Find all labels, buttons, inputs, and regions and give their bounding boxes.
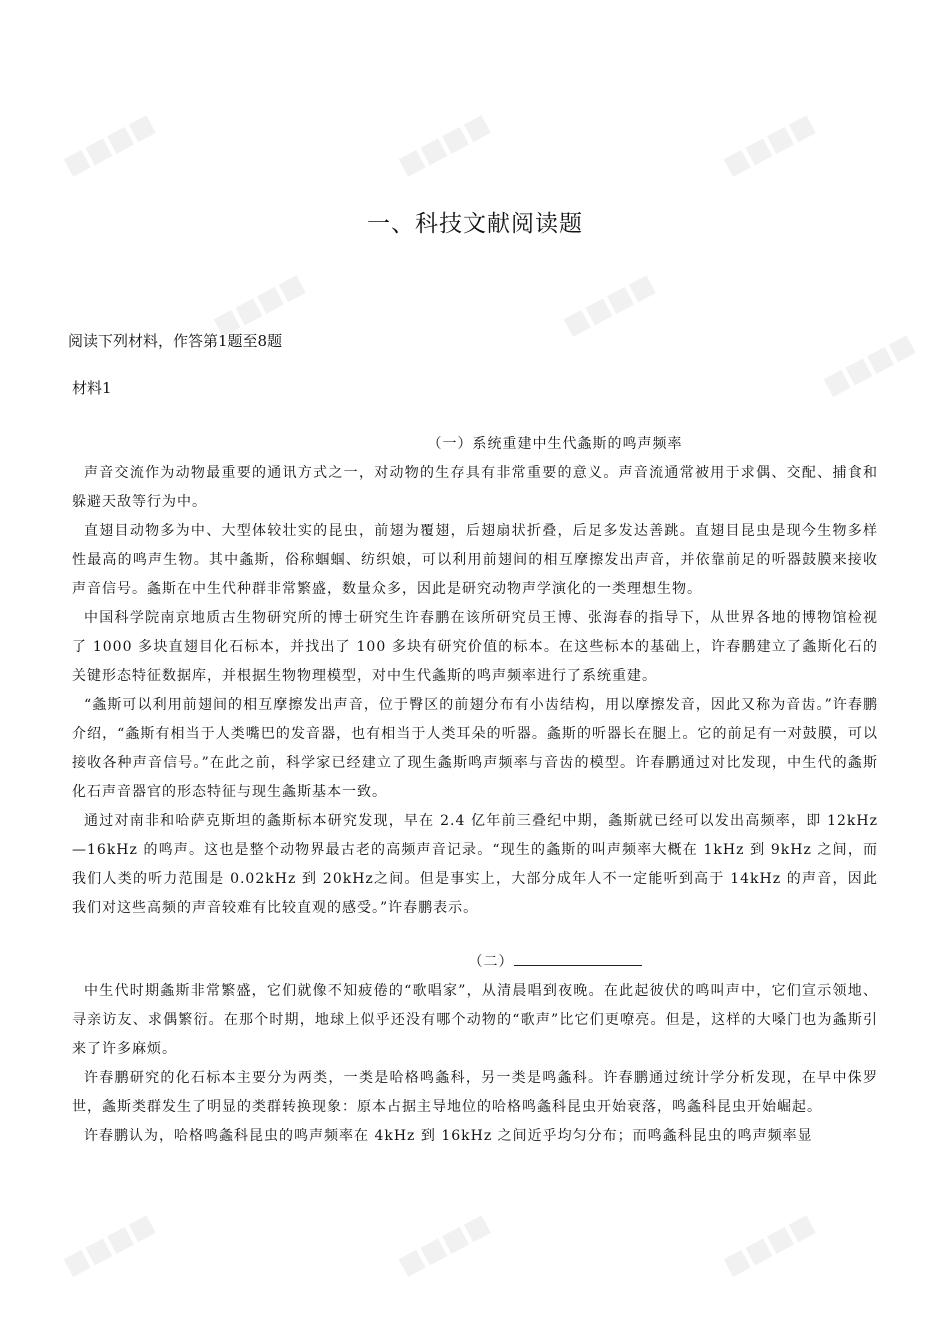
fill-in-blank [514, 949, 642, 966]
watermark: ■■■■ [558, 268, 660, 342]
paragraph: 声音交流作为动物最重要的通讯方式之一，对动物的生存具有非常重要的意义。声音流通常被用于求偶、交配、捕食和躲避天敌等行为中。 [72, 465, 878, 510]
watermark: ■■■■ [58, 1208, 160, 1282]
material-label: 材料1 [72, 379, 112, 397]
section-heading-with-blank [72, 948, 878, 977]
paragraph: 许春鹏认为，哈格鸣螽科昆虫的鸣声频率在 4kHz 到 16kHz 之间近乎均匀分布；而鸣螽科昆虫的鸣声频率显 [84, 1128, 813, 1144]
watermark: ■■■■ [58, 108, 160, 182]
paragraph: 许春鹏研究的化石标本主要分为两类，一类是哈格鸣螽科，另一类是鸣螽科。许春鹏通过统计学分析发现，在早中侏罗世，螽斯类群发生了明显的类群转换现象：原本占据主导地位的哈格鸣螽科昆虫开始衰落，鸣螽科昆虫开始崛起。 [72, 1070, 878, 1115]
section-number: （二） [468, 954, 514, 970]
watermark: ■■■■ [393, 1208, 495, 1282]
watermark: ■■■■ [718, 108, 820, 182]
watermark: ■■■■ [818, 328, 920, 402]
reading-instruction: 阅读下列材料，作答第1题至8题 [68, 332, 283, 350]
paragraph: 中生代时期螽斯非常繁盛，它们就像不知疲倦的“歌唱家”，从清晨唱到夜晚。在此起彼伏的鸣叫声中，它们宣示领地、寻亲访友、求偶繁衍。在那个时期，地球上似乎还没有哪个动物的“歌声”比它们更嘹亮。但是，这样的大嗓门也为螽斯引来了许多麻烦。 [72, 983, 878, 1057]
section-heading: （一）系统重建中生代螽斯的鸣声频率 [427, 436, 683, 452]
paragraph: “螽斯可以利用前翅间的相互摩擦发出声音，位于臀区的前翅分布有小齿结构，用以摩擦发音，因此又称为音齿。”许春鹏介绍，“螽斯有相当于人类嘴巴的发音器，也有相当于人类耳朵的听器。螽斯的听器长在腿上。它的前足有一对鼓膜，可以接收各种声音信号。”在此之前，科学家已经建立了现生螽斯鸣声频率与音齿的模型。许春鹏通过对比发现，中生代的螽斯化石声音器官的形态特征与现生螽斯基本一致。 [72, 697, 878, 800]
paragraph: 直翅目动物多为中、大型体较壮实的昆虫，前翅为覆翅，后翅扇状折叠，后足多发达善跳。直翅目昆虫是现今生物多样性最高的鸣声生物。其中螽斯，俗称蝈蝈、纺织娘，可以利用前翅间的相互摩擦发出声音，并依靠前足的听器鼓膜来接收声音信号。螽斯在中生代种群非常繁盛，数量众多，因此是研究动物声学演化的一类理想生物。 [72, 523, 878, 597]
paragraph: 通过对南非和哈萨克斯坦的螽斯标本研究发现，早在 2.4 亿年前三叠纪中期，螽斯就已经可以发出高频率，即 12kHz—16kHz 的鸣声。这也是整个动物界最古老的高频声音记录。“现生的螽斯的叫声频率大概在 1kHz 到 9kHz 之间，而我们人类的听力范围是 0.02kHz 到 20kHz之间。但是事实上，大部分成年人不一定能听到高于 14kHz 的声音，因此我们对这些高频的声音较难有比较直观的感受。”许春鹏表示。 [72, 813, 878, 916]
document-body [72, 430, 878, 1151]
page-title: 一、科技文献阅读题 [367, 211, 583, 237]
watermark: ■■■■ [718, 1208, 820, 1282]
watermark: ■■■■ [208, 268, 310, 342]
watermark: ■■■■ [393, 108, 495, 182]
spacer [72, 923, 878, 948]
paragraph: 中国科学院南京地质古生物研究所的博士研究生许春鹏在该所研究员王博、张海春的指导下，从世界各地的博物馆检视了 1000 多块直翅目化石标本，并找出了 100 多块有研究价值的标本。在这些标本的基础上，许春鹏建立了螽斯化石的关键形态特征数据库，并根据生物物理模型，对中生代螽斯的鸣声频率进行了系统重建。 [72, 610, 878, 684]
